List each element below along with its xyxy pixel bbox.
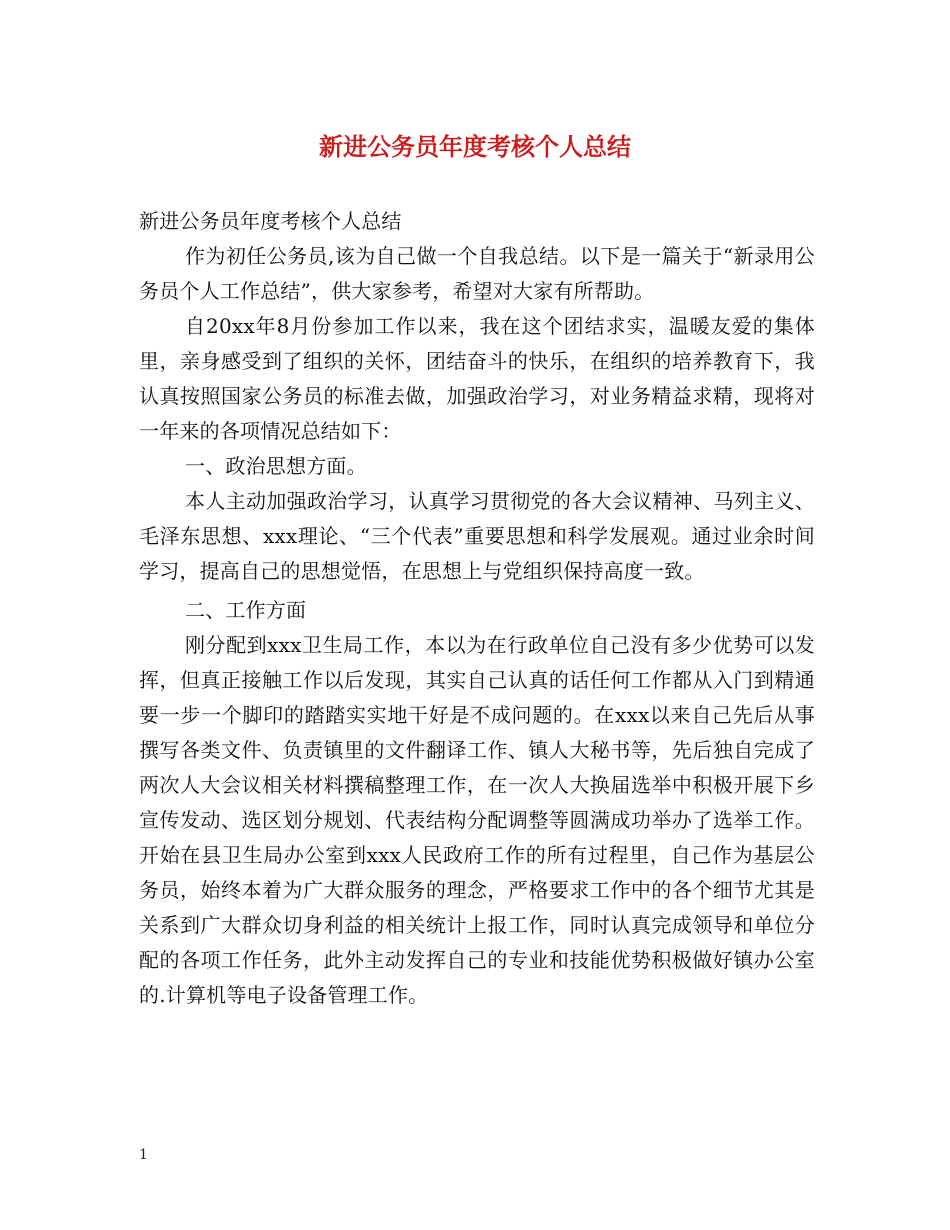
political-paragraph: 本人主动加强政治学习，认真学习贯彻党的各大会议精神、马列主义、毛泽东思想、xxx理论、“三个代表”重要思想和科学发展观。通过业余时间学习，提高自己的思想觉悟，在思想上与党组织保持高度一致。 (139, 489, 815, 583)
work-paragraph: 刚分配到xxx卫生局工作，本以为在行政单位自己没有多少优势可以发挥，但真正接触工作以后发现，其实自己认真的话任何工作都从入门到精通要一步一个脚印的踏踏实实地干好是不成问题的。在xxx以来自己先后从事撰写各类文件、负责镇里的文件翻译工作、镇人大秘书等，先后独自完成了两次人大会议相关材料撰稿整理工作，在一次人大换届选举中积极开展下乡宣传发动、选区划分规划、代表结构分配调整等圆满成功举办了选举工作。开始在县卫生局办公室到xxx人民政府工作的所有过程里，自己作为基层公务员，始终本着为广大群众服务的理念，严格要求工作中的各个细节尤其是关系到广大群众切身利益的相关统计上报工作，同时认真完成领导和单位分配的各项工作任务，此外主动发挥自己的专业和技能优势积极做好镇办公室的.计算机等电子设备管理工作。 (139, 633, 815, 1007)
document-body (139, 204, 815, 1013)
section-heading-political: 一、政治思想方面。 (185, 454, 367, 478)
intro-paragraph: 作为初任公务员,该为自己做一个自我总结。以下是一篇关于“新录用公务员个人工作总结”，供大家参考，希望对大家有所帮助。 (139, 244, 815, 303)
page-number: 1 (139, 1147, 148, 1163)
section-heading-work: 二、工作方面 (185, 598, 307, 622)
subtitle-paragraph: 新进公务员年度考核个人总结 (139, 209, 402, 233)
document-title: 新进公务员年度考核个人总结 (319, 133, 631, 161)
overview-paragraph: 自20xx年8月份参加工作以来，我在这个团结求实，温暖友爱的集体里，亲身感受到了组织的关怀，团结奋斗的快乐，在组织的培养教育下，我认真按照国家公务员的标准去做，加强政治学习，对业务精益求精，现将对一年来的各项情况总结如下： (139, 314, 815, 443)
